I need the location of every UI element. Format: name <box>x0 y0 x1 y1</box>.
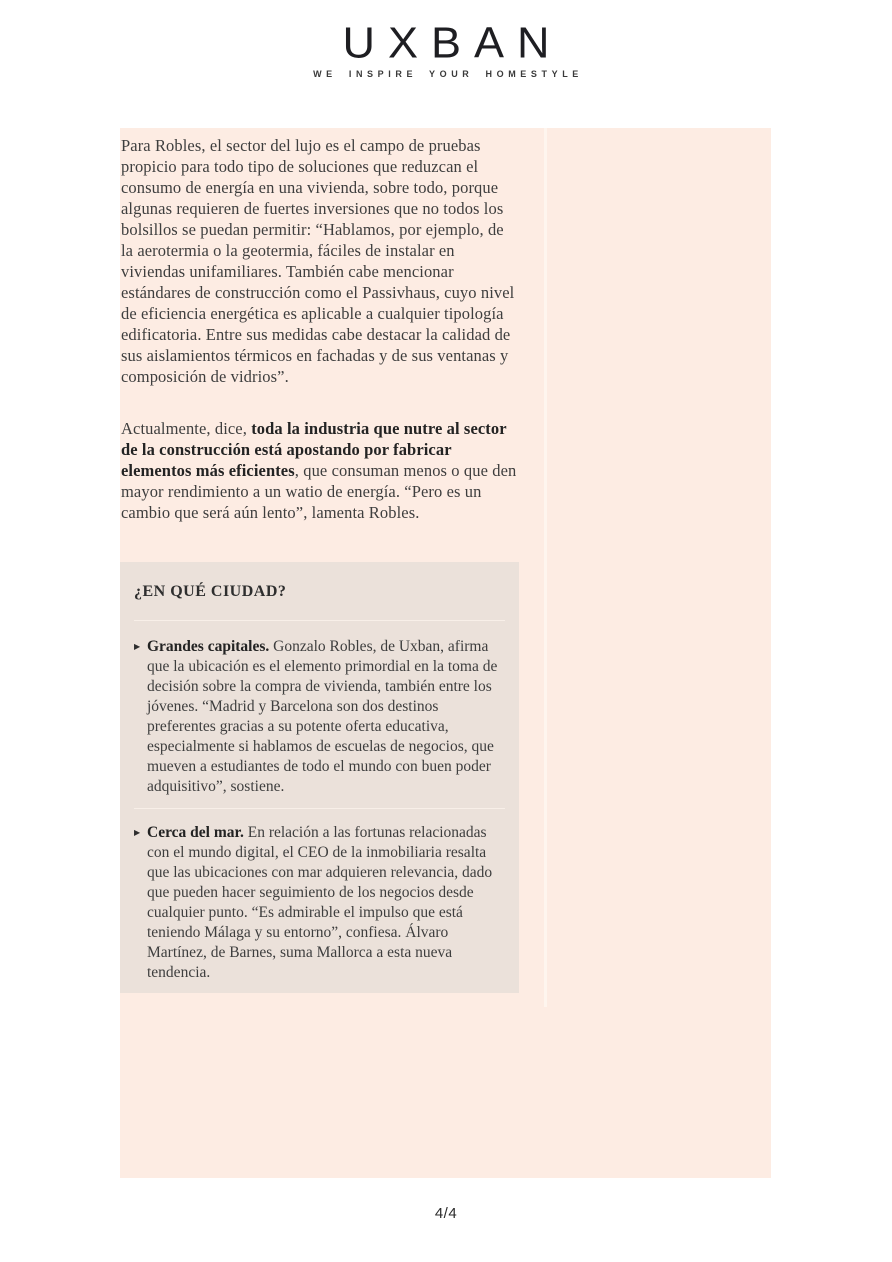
triangle-bullet-icon: ▶ <box>134 828 141 837</box>
brand-header <box>0 20 892 79</box>
brand-tagline: WE INSPIRE YOUR HOMESTYLE <box>313 69 583 79</box>
brand-logo: UXBAN <box>342 18 563 67</box>
article-paragraph-1: Para Robles, el sector del lujo es el campo de pruebas propicio para todo tipo de soluciones que reduzcan el consumo de energía en una vivienda, sobre todo, porque algunas requieren de fuertes inversiones que no todos los bolsillos se puedan permitir: “Hablamos, por ejemplo, de la aerotermia o la geotermia, fáciles de instalar en viviendas unifamiliares. También cabe mencionar estándares de construcción como el Passivhaus, cuyo nivel de eficiencia energética es aplicable a cualquier tipología edificatoria. Entre sus medidas cabe destacar la calidad de sus aislamientos térmicos en fachadas y de sus ventanas y composición de vidrios”. <box>121 136 515 386</box>
triangle-bullet-icon: ▶ <box>134 642 141 651</box>
city-list <box>134 637 505 983</box>
article-column <box>120 128 545 1178</box>
city-info-box <box>120 562 519 993</box>
city-box-title: ¿EN QUÉ CIUDAD? <box>134 583 287 600</box>
title-divider-rule <box>134 620 505 621</box>
list-item-body: En relación a las fortunas relacionadas con el mundo digital, el CEO de la inmobiliaria resalta que las ubicaciones con mar adquieren relevancia, dado que pueden hacer seguimiento de los negocios desde cualquier punto. “Es admirable el impulso que está teniendo Málaga y su entorno”, confiesa. Álvaro Martínez, de Barnes, suma Mallorca a esta nueva tendencia. <box>147 824 493 981</box>
list-item-cerca-del-mar <box>134 808 505 983</box>
article-paragraph-2: Actualmente, dice, toda la industria que nutre al sector de la construcción está apostando por fabricar elementos más eficientes, que consuman menos o que den mayor rendimiento a un watio de energía. “Pero es un cambio que será aún lento”, lamenta Robles. <box>121 419 517 522</box>
list-item-lead: Grandes capitales. <box>147 638 270 655</box>
list-item-grandes-capitales <box>134 637 505 797</box>
page-number: 4/4 <box>434 1205 458 1222</box>
list-item-lead: Cerca del mar. <box>147 824 244 841</box>
page-content <box>120 128 771 1178</box>
list-item-body: Gonzalo Robles, de Uxban, afirma que la ubicación es el elemento primordial en la toma de decisión sobre la compra de vivienda, también entre los jóvenes. “Madrid y Barcelona son dos destinos preferentes gracias a su potente oferta educativa, especialmente si hablamos de escuelas de negocios, que mueven a estudiantes de todo el mundo con buen poder adquisitivo”, sostiene. <box>147 638 498 795</box>
